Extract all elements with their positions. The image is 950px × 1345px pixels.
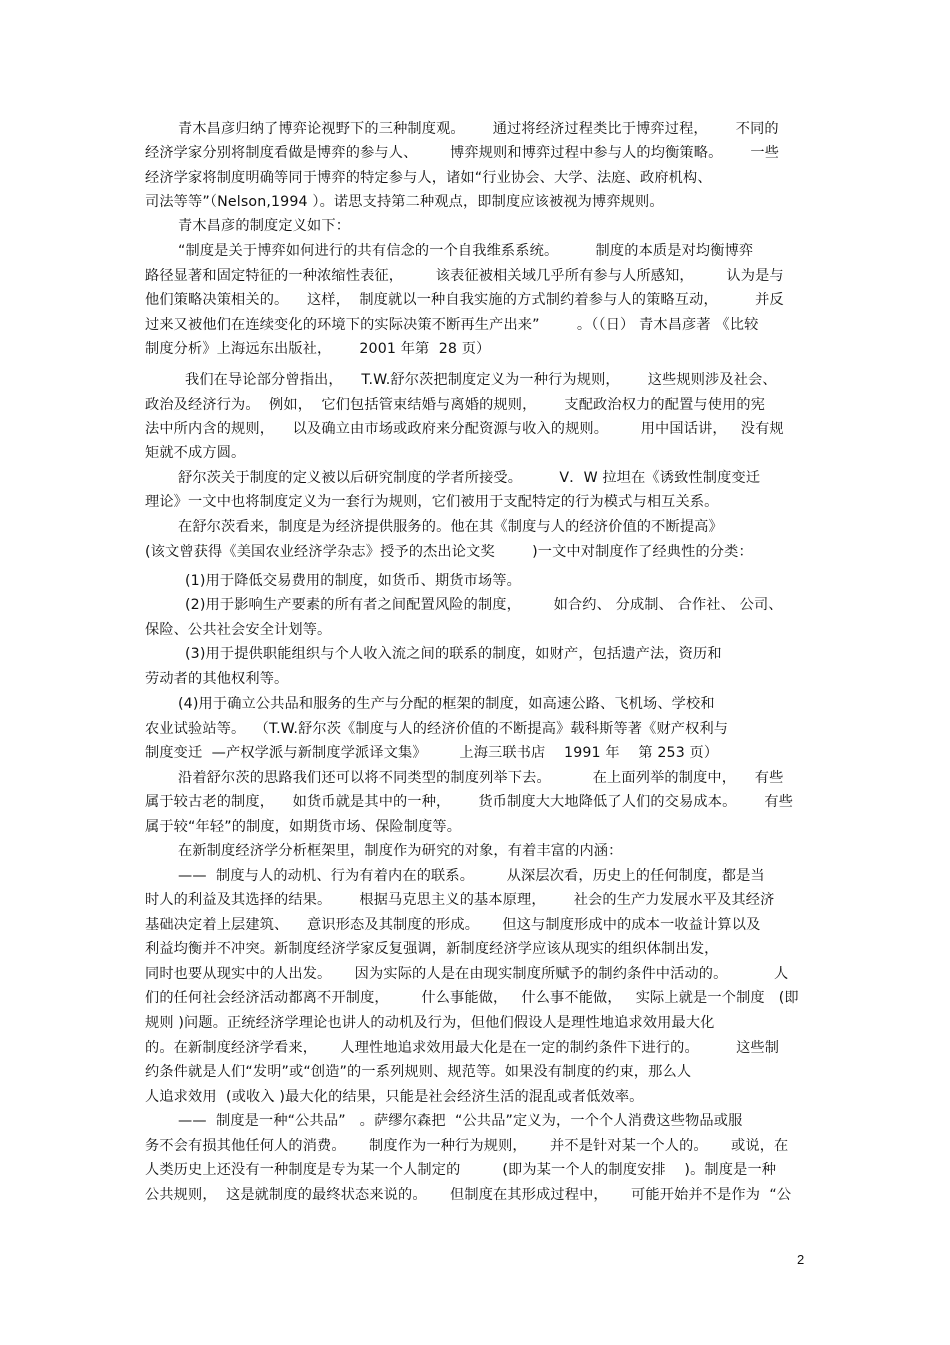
text-line: 务不会有损其他任何人的消费。 制度作为一种行为规则， 并不是针对某一个人的。 或说，在 bbox=[145, 1138, 789, 1154]
text-line: 人类历史上还没有一种制度是专为某一个人制定的 (即为某一个人的制度安排 )。制度是一种 bbox=[145, 1162, 777, 1178]
text-line: 的。在新制度经济学看来， 人理性地追求效用最大化是在一定的制约条件下进行的。 这些制 bbox=[145, 1040, 780, 1056]
text-line: 规则 )问题。正统经济学理论也讲人的动机及行为，但他们假设人是理性地追求效用最大化 bbox=[145, 1015, 715, 1031]
text-line: 经济学家分别将制度看做是博弈的参与人、 博弈规则和博弈过程中参与人的均衡策略。 一些 bbox=[145, 145, 780, 161]
text-line: 在新制度经济学分析框架里，制度作为研究的对象，有着丰富的内涵： bbox=[178, 843, 623, 859]
text-line: 他们策略决策相关的。 这样， 制度就以一种自我实施的方式制约着参与人的策略互动， 并反 bbox=[145, 292, 784, 308]
text-line: 保险、公共社会安全计划等。 bbox=[145, 622, 332, 638]
text-line: 们的任何社会经济活动都离不开制度， 什么事能做， 什么事不能做， 实际上就是一个制度 (即 bbox=[145, 990, 799, 1006]
text-line: 制度变迁 —产权学派与新制度学派译文集》 上海三联书店 1991 年 第 253 页） bbox=[145, 745, 719, 761]
text-line: 青木昌彦归纳了博弈论视野下的三种制度观。 通过将经济过程类比于博弈过程， 不同的 bbox=[178, 121, 779, 137]
page-number: 2 bbox=[797, 1252, 805, 1267]
text-line: 矩就不成方圆。 bbox=[145, 445, 246, 461]
text-line: 利益均衡并不冲突。新制度经济学家反复强调，新制度经济学应该从现实的组织体制出发， bbox=[145, 941, 719, 957]
text-line: 公共规则， 这是就制度的最终状态来说的。 但制度在其形成过程中， 可能开始并不是作为 “公 bbox=[145, 1187, 792, 1203]
text-line: (3)用于提供职能组织与个人收入流之间的联系的制度，如财产，包括遗产法，资历和 bbox=[185, 646, 722, 662]
text-line: 基础决定着上层建筑、 意识形态及其制度的形成。 但这与制度形成中的成本一收益计算以及 bbox=[145, 917, 761, 933]
text-line: 属于较古老的制度， 如货币就是其中的一种， 货币制度大大地降低了人们的交易成本。 有些 bbox=[145, 794, 794, 810]
text-line: 政治及经济行为。 例如， 它们包括管束结婚与离婚的规则， 支配政治权力的配置与使用的宪 bbox=[145, 397, 766, 413]
text-line: 时人的利益及其选择的结果。 根据马克思主义的基本原理， 社会的生产力发展水平及其经济 bbox=[145, 892, 775, 908]
text-line: 司法等等”（Nelson,1994 ）。诺思支持第二种观点，即制度应该被视为博弈规则。 bbox=[145, 194, 664, 210]
text-line: 在舒尔茨看来，制度是为经济提供服务的。他在其《制度与人的经济价值的不断提高》 bbox=[178, 519, 723, 535]
text-line: 约条件就是人们“发明”或“创造”的一系列规则、规范等。如果没有制度的约束，那么人 bbox=[145, 1064, 692, 1080]
text-line: 舒尔茨关于制度的定义被以后研究制度的学者所接受。 V．W 拉坦在《诱致性制度变迁 bbox=[178, 470, 761, 486]
text-line: 属于较“年轻”的制度，如期货市场、保险制度等。 bbox=[145, 819, 462, 835]
text-line: 同时也要从现实中的人出发。 因为实际的人是在由现实制度所赋予的制约条件中活动的。 人 bbox=[145, 966, 789, 982]
text-line: (该文曾获得《美国农业经济学杂志》授予的杰出论文奖 )一文中对制度作了经典性的分类： bbox=[145, 544, 753, 560]
text-line: 经济学家将制度明确等同于博弈的特定参与人，诸如“行业协会、大学、法庭、政府机构、 bbox=[145, 170, 712, 186]
text-line: —— 制度是一种“公共品” 。萨缪尔森把 “公共品”定义为，一个个人消费这些物品或服 bbox=[178, 1113, 743, 1129]
text-line: 理论》一文中也将制度定义为一套行为规则，它们被用于支配特定的行为模式与相互关系。 bbox=[145, 494, 719, 510]
text-line: 农业试验站等。 （T.W.舒尔茨《制度与人的经济价值的不断提高》载科斯等著《财产权利与 bbox=[145, 721, 729, 737]
text-line: 制度分析》上海远东出版社， 2001 年第 28 页） bbox=[145, 341, 491, 357]
text-line: (1)用于降低交易费用的制度，如货币、期货市场等。 bbox=[185, 573, 521, 589]
text-line: 法中所内含的规则， 以及确立由市场或政府来分配资源与收入的规则。 用中国话讲， 没有规 bbox=[145, 421, 784, 437]
text-line: 人追求效用 (或收入 )最大化的结果，只能是社会经济生活的混乱或者低效率。 bbox=[145, 1089, 644, 1105]
text-line: (4)用于确立公共品和服务的生产与分配的框架的制度，如高速公路、飞机场、学校和 bbox=[178, 696, 715, 712]
text-line: 过来又被他们在连续变化的环境下的实际决策不断再生产出来” 。（（日） 青木昌彦著 《比较 bbox=[145, 317, 759, 333]
text-line: 青木昌彦的制度定义如下： bbox=[178, 218, 351, 234]
text-line: 我们在导论部分曾指出， T.W.舒尔茨把制度定义为一种行为规则， 这些规则涉及社会、 bbox=[185, 372, 777, 388]
text-line: 路径显著和固定特征的一种浓缩性表征， 该表征被相关域几乎所有参与人所感知， 认为是与 bbox=[145, 268, 784, 284]
text-line: —— 制度与人的动机、行为有着内在的联系。 从深层次看，历史上的任何制度，都是当 bbox=[178, 868, 765, 884]
text-line: (2)用于影响生产要素的所有者之间配置风险的制度， 如合约、 分成制、 合作社、 公司、 bbox=[185, 597, 783, 613]
text-line: 劳动者的其他权利等。 bbox=[145, 671, 289, 687]
text-line: 沿着舒尔茨的思路我们还可以将不同类型的制度列举下去。 在上面列举的制度中， 有些 bbox=[178, 770, 784, 786]
text-line: “制度是关于博弈如何进行的共有信念的一个自我维系系统。 制度的本质是对均衡博弈 bbox=[178, 243, 754, 259]
